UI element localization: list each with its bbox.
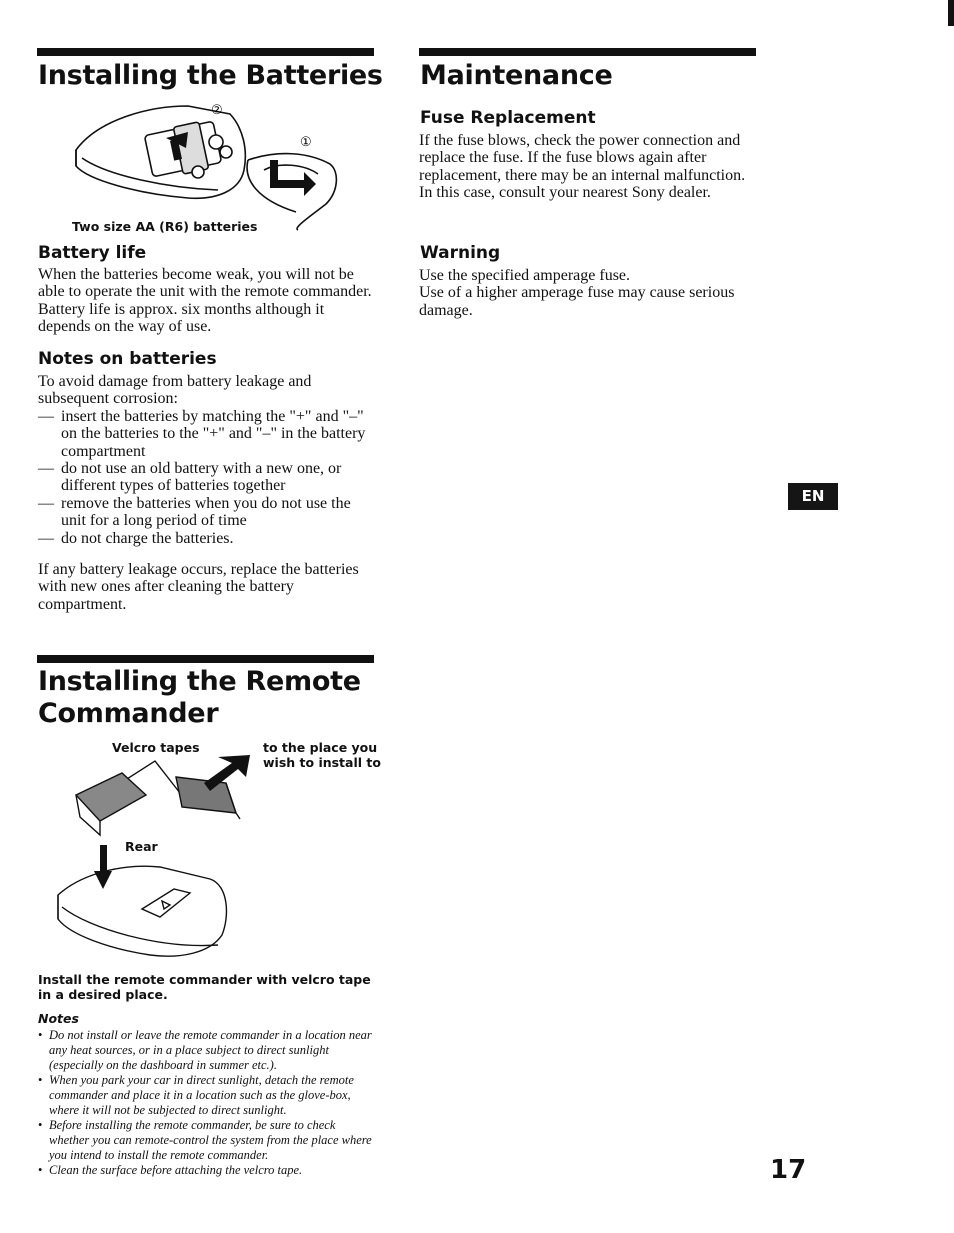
batteries-title: Installing the Batteries	[38, 60, 383, 91]
battery-installation-illustration	[68, 100, 348, 232]
install-place-label-1: to the place you	[263, 740, 378, 755]
remote-note-item: • Do not install or leave the remote commander in a location near any heat sources, or in a place subject to direct sunlight (especially on the dashboard in summer etc.).	[38, 1028, 376, 1073]
warning-line-2: Use of a higher amperage fuse may cause serious damage.	[419, 284, 735, 319]
fuse-replacement-heading: Fuse Replacement	[420, 108, 596, 128]
remote-notes-list	[38, 1028, 376, 1178]
maintenance-title: Maintenance	[420, 60, 613, 91]
battery-note-item: — insert the batteries by matching the "+" and "–" on the batteries to the "+" and "–" in the battery compartment	[38, 408, 376, 460]
rear-label: Rear	[125, 839, 158, 854]
remote-note-item: • Clean the surface before attaching the velcro tape.	[38, 1163, 376, 1178]
notes-on-batteries-intro: To avoid damage from battery leakage and subsequent corrosion:	[38, 373, 312, 408]
step-1-marker: ①	[300, 135, 312, 150]
remote-notes-heading: Notes	[38, 1011, 79, 1026]
velcro-instruction: Install the remote commander with velcro tape in a desired place.	[38, 972, 371, 1002]
fuse-replacement-text: If the fuse blows, check the power connection and replace the fuse. If the fuse blows again after replacement, there may be an internal malfunction. In this case, consult your nearest Sony dealer.	[419, 132, 746, 202]
language-tab: EN	[788, 483, 838, 510]
step-2-marker: ②	[211, 103, 223, 118]
section-rule-remote	[37, 655, 374, 663]
battery-note-item: — do not use an old battery with a new one, or different types of batteries together	[38, 460, 376, 495]
battery-life-heading: Battery life	[38, 243, 147, 263]
remote-title-line2: Commander	[38, 698, 219, 729]
battery-life-text: When the batteries become weak, you will not be able to operate the unit with the remote commander. Battery life is approx. six months although it depends on the way of use.	[38, 266, 372, 336]
battery-note-item: — do not charge the batteries.	[38, 530, 376, 547]
page-edge-mark	[948, 0, 954, 26]
battery-note-item: — remove the batteries when you do not use the unit for a long period of time	[38, 495, 376, 530]
battery-leakage-text: If any battery leakage occurs, replace the batteries with new ones after cleaning the battery compartment.	[38, 561, 359, 613]
velcro-installation-illustration	[50, 755, 250, 965]
batteries-figure-caption: Two size AA (R6) batteries	[72, 219, 258, 234]
warning-heading: Warning	[420, 243, 501, 263]
install-place-label-2: wish to install to	[263, 755, 381, 770]
remote-note-item: • When you park your car in direct sunlight, detach the remote commander and place it in a location such as the glove-box, where it will not be subjected to direct sunlight.	[38, 1073, 376, 1118]
notes-on-batteries-heading: Notes on batteries	[38, 349, 217, 369]
remote-title-line1: Installing the Remote	[38, 666, 361, 697]
remote-note-item: • Before installing the remote commander, be sure to check whether you can remote-control the system from the place where you intend to install the remote commander.	[38, 1118, 376, 1163]
section-rule-batteries	[37, 48, 374, 56]
notes-on-batteries-body	[38, 373, 376, 613]
warning-line-1: Use the specified amperage fuse.	[419, 267, 631, 284]
velcro-tapes-label: Velcro tapes	[112, 740, 200, 755]
page-number: 17	[770, 1155, 807, 1185]
section-rule-maintenance	[419, 48, 756, 56]
